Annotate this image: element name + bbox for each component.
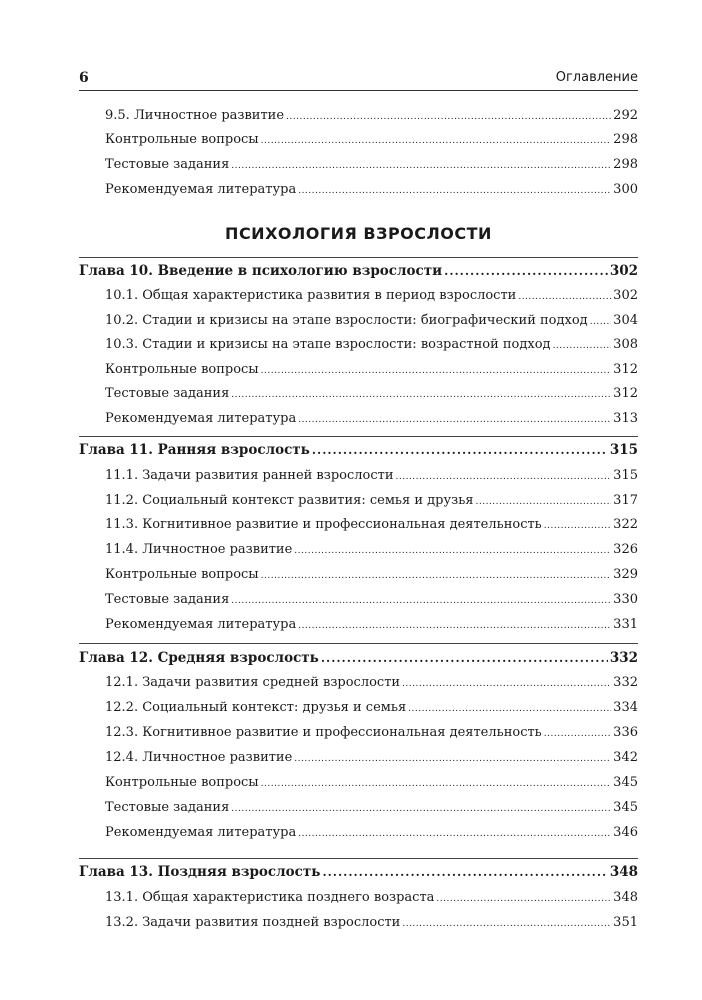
toc-entry-page: 304 — [613, 313, 638, 328]
toc-entry[interactable] — [105, 700, 638, 717]
dot-leader — [402, 676, 611, 692]
toc-entry[interactable] — [105, 825, 638, 842]
toc-chapter[interactable] — [79, 864, 638, 880]
divider — [79, 643, 638, 644]
dot-leader — [553, 338, 612, 354]
toc-entry-page: 351 — [613, 915, 638, 930]
toc-entry[interactable] — [105, 362, 638, 379]
toc-entry-page: 312 — [613, 362, 638, 377]
toc-chapter-page: 332 — [609, 650, 638, 666]
toc-entry-page: 331 — [613, 617, 638, 632]
toc-entry[interactable] — [105, 915, 638, 932]
toc-entry[interactable] — [105, 592, 638, 609]
toc-chapter[interactable] — [79, 650, 638, 666]
toc-entry-page: 302 — [613, 288, 638, 303]
toc-entry-page: 322 — [613, 517, 638, 532]
dot-leader — [261, 568, 612, 584]
toc-entry-label: Тестовые задания — [105, 592, 230, 607]
toc-entry-label: Рекомендуемая литература — [105, 617, 297, 632]
toc-entry[interactable] — [105, 182, 638, 199]
dot-leader — [312, 442, 608, 458]
toc-entry[interactable] — [105, 493, 638, 510]
toc-entry[interactable] — [105, 542, 638, 559]
divider — [79, 436, 638, 437]
toc-entry-page: 330 — [613, 592, 638, 607]
toc-chapter-title: Глава 13. Поздняя взрослость — [79, 864, 321, 880]
toc-entry-label: 12.3. Когнитивное развитие и профессиональная деятельность — [105, 725, 542, 740]
toc-entry-page: 348 — [613, 890, 638, 905]
toc-entry[interactable] — [105, 157, 638, 174]
toc-entry-label: Рекомендуемая литература — [105, 182, 297, 197]
toc-entry-page: 300 — [613, 182, 638, 197]
toc-entry-label: Тестовые задания — [105, 800, 230, 815]
toc-entry-label: 12.4. Личностное развитие — [105, 750, 293, 765]
dot-leader — [444, 263, 608, 279]
toc-entry-label: Контрольные вопросы — [105, 567, 259, 582]
toc-entry[interactable] — [105, 675, 638, 692]
dot-leader — [294, 751, 611, 767]
dot-leader — [476, 494, 612, 510]
toc-entry-label: Рекомендуемая литература — [105, 411, 297, 426]
toc-entry-page: 292 — [613, 108, 638, 123]
toc-entry-page: 342 — [613, 750, 638, 765]
toc-entry-label: 10.3. Стадии и кризисы на этапе взрослости: возрастной подход — [105, 337, 551, 352]
dot-leader — [261, 363, 612, 379]
toc-entry-label: 12.2. Социальный контекст: друзья и семья — [105, 700, 407, 715]
dot-leader — [298, 183, 611, 199]
toc-chapter-page: 348 — [609, 864, 638, 880]
toc-entry-page: 326 — [613, 542, 638, 557]
toc-entry[interactable] — [105, 725, 638, 742]
toc-entry[interactable] — [105, 313, 638, 330]
toc-entry[interactable] — [105, 775, 638, 792]
toc-entry-label: 9.5. Личностное развитие — [105, 108, 285, 123]
toc-entry-page: 312 — [613, 386, 638, 401]
toc-entry-page: 332 — [613, 675, 638, 690]
toc-chapter-page: 302 — [609, 263, 638, 279]
toc-entry-page: 346 — [613, 825, 638, 840]
dot-leader — [544, 726, 611, 742]
toc-entry[interactable] — [105, 132, 638, 149]
dot-leader — [261, 776, 612, 792]
dot-leader — [286, 109, 611, 125]
toc-entry-page: 336 — [613, 725, 638, 740]
toc-entry-page: 315 — [613, 468, 638, 483]
toc-entry-page: 313 — [613, 411, 638, 426]
toc-chapter[interactable] — [79, 263, 638, 279]
toc-entry-label: 10.1. Общая характеристика развития в период взрослости — [105, 288, 517, 303]
dot-leader — [590, 314, 611, 330]
toc-chapter-page: 315 — [609, 442, 638, 458]
dot-leader — [322, 864, 607, 880]
dot-leader — [261, 133, 612, 149]
section-title: ПСИХОЛОГИЯ ВЗРОСЛОСТИ — [225, 224, 492, 243]
page-header — [79, 68, 638, 91]
dot-leader — [231, 387, 611, 403]
toc-entry-label: Тестовые задания — [105, 386, 230, 401]
toc-entry-label: 11.3. Когнитивное развитие и профессиональная деятельность — [105, 517, 542, 532]
toc-entry[interactable] — [105, 750, 638, 767]
toc-entry-label: 12.1. Задачи развития средней взрослости — [105, 675, 401, 690]
toc-entry-label: Контрольные вопросы — [105, 132, 259, 147]
toc-entry-label: 11.4. Личностное развитие — [105, 542, 293, 557]
toc-entry-label: 13.1. Общая характеристика позднего возраста — [105, 890, 435, 905]
dot-leader — [408, 701, 611, 717]
dot-leader — [436, 891, 611, 907]
toc-entry-page: 308 — [613, 337, 638, 352]
toc-entry-label: Тестовые задания — [105, 157, 230, 172]
toc-entry-page: 298 — [613, 132, 638, 147]
toc-entry-page: 298 — [613, 157, 638, 172]
page-number: 6 — [79, 70, 89, 86]
divider — [79, 257, 638, 258]
toc-entry-label: Контрольные вопросы — [105, 362, 259, 377]
toc-entry-label: 10.2. Стадии и кризисы на этапе взрослости: биографический подход — [105, 313, 588, 328]
toc-entry-label: 11.1. Задачи развития ранней взрослости — [105, 468, 394, 483]
running-title: Оглавление — [555, 70, 638, 85]
toc-entry-label: 13.2. Задачи развития поздней взрослости — [105, 915, 401, 930]
dot-leader — [518, 289, 611, 305]
dot-leader — [321, 650, 608, 666]
toc-entry[interactable] — [105, 517, 638, 534]
toc-entry[interactable] — [105, 337, 638, 354]
toc-entry[interactable] — [105, 411, 638, 428]
toc-entry-label: Контрольные вопросы — [105, 775, 259, 790]
toc-chapter-title: Глава 11. Ранняя взрослость — [79, 442, 310, 458]
dot-leader — [231, 593, 611, 609]
dot-leader — [231, 801, 611, 817]
toc-entry[interactable] — [105, 288, 638, 305]
toc-entry[interactable] — [105, 890, 638, 907]
toc-chapter-title: Глава 12. Средняя взрослость — [79, 650, 319, 666]
toc-entry[interactable] — [105, 617, 638, 634]
dot-leader — [544, 518, 611, 534]
toc-entry[interactable] — [105, 800, 638, 817]
toc-chapter-title: Глава 10. Введение в психологию взрослости — [79, 263, 443, 279]
dot-leader — [298, 618, 611, 634]
dot-leader — [294, 543, 611, 559]
toc-entry[interactable] — [105, 567, 638, 584]
dot-leader — [231, 158, 611, 174]
toc-entry[interactable] — [105, 468, 638, 485]
toc-entry-page: 345 — [613, 775, 638, 790]
toc-entry-label: Рекомендуемая литература — [105, 825, 297, 840]
dot-leader — [402, 916, 611, 932]
toc-entry-label: 11.2. Социальный контекст развития: семья и друзья — [105, 493, 474, 508]
toc-entry-page: 334 — [613, 700, 638, 715]
toc-entry-page: 329 — [613, 567, 638, 582]
toc-entry-page: 317 — [613, 493, 638, 508]
dot-leader — [298, 412, 611, 428]
toc-entry-page: 345 — [613, 800, 638, 815]
toc-entry[interactable] — [105, 108, 638, 125]
toc-chapter[interactable] — [79, 442, 638, 458]
toc-entry[interactable] — [105, 386, 638, 403]
dot-leader — [396, 469, 612, 485]
divider — [79, 858, 638, 859]
dot-leader — [298, 826, 611, 842]
